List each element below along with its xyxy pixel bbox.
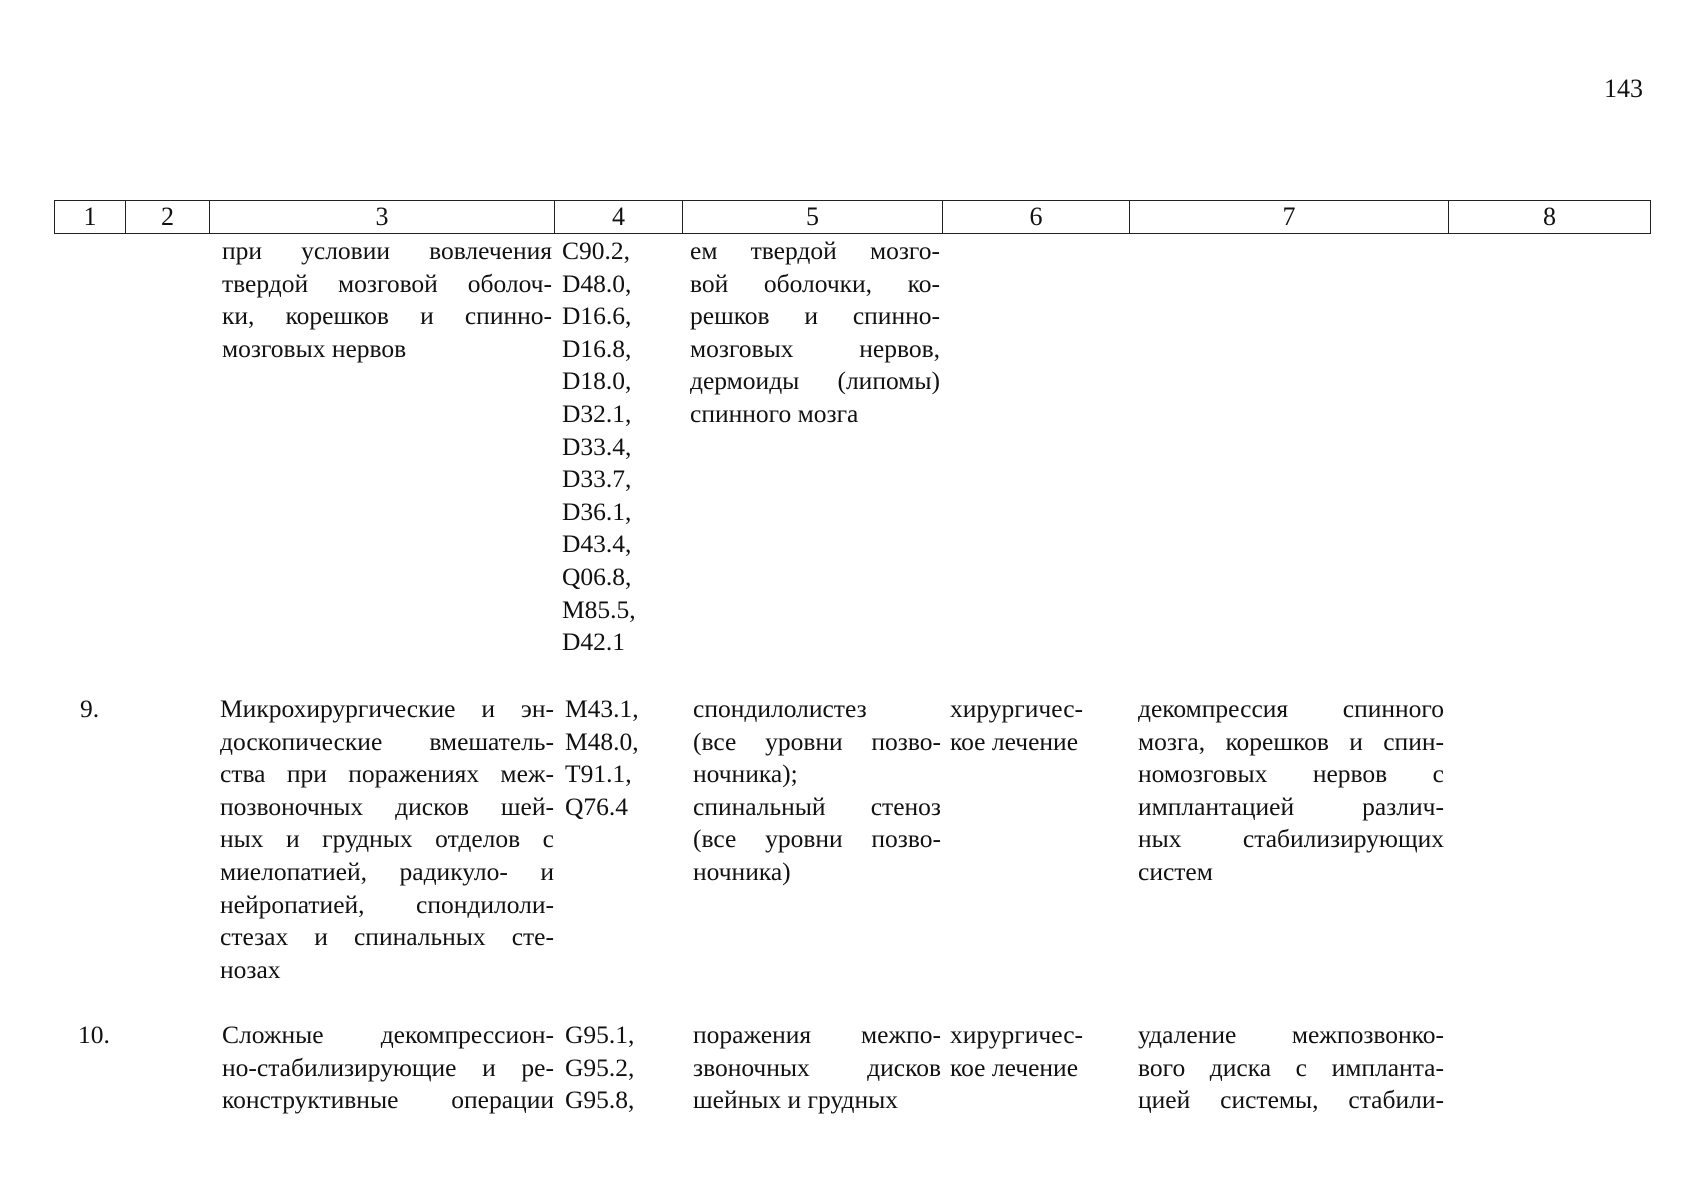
column-header-3: 3	[210, 201, 555, 234]
text-line: звоночных дисков	[693, 1052, 941, 1082]
text-line: ночника)	[693, 856, 791, 886]
icd-code: D33.7,	[562, 464, 632, 494]
text-line: хирургичес-	[950, 1020, 1084, 1049]
icd-code: D16.8,	[562, 333, 632, 363]
icd-code: D48.0,	[562, 268, 632, 298]
text-line: дермоиды (липомы)	[690, 366, 940, 396]
treatment-type-text	[950, 1019, 1110, 1084]
icd-codes	[565, 693, 675, 823]
text-line: цией системы, стабили-	[1138, 1085, 1444, 1115]
text-line: Сложные декомпрессион-	[222, 1020, 554, 1049]
text-line: ночника);	[693, 759, 798, 789]
column-header-5: 5	[683, 201, 943, 234]
text-line: твердой мозговой оболоч-	[222, 268, 552, 298]
text-line: нозах	[220, 954, 281, 984]
text-line: решков и спинно-	[690, 301, 940, 331]
icd-code: M43.1,	[565, 694, 639, 723]
patient-model-text	[693, 1019, 941, 1117]
text-line: спондилолистез	[693, 694, 867, 723]
icd-code: C90.2,	[562, 236, 631, 265]
patient-model-text	[693, 693, 941, 889]
text-line: систем	[1138, 856, 1213, 886]
patient-model-text	[690, 235, 940, 431]
text-line: (все уровни позво-	[693, 824, 941, 854]
text-line: нейропатией, спондилоли-	[220, 889, 554, 919]
icd-code: G95.2,	[565, 1052, 635, 1082]
icd-code: D36.1,	[562, 496, 632, 526]
text-line: вой оболочки, ко-	[690, 268, 940, 298]
text-line: шейных и грудных	[693, 1085, 899, 1115]
icd-code: M48.0,	[565, 726, 639, 756]
condition-group-text	[222, 235, 552, 365]
text-line: (все уровни позво-	[693, 726, 941, 756]
text-line: номозговых нервов с	[1138, 759, 1444, 789]
treatment-method-text	[1138, 693, 1444, 889]
icd-code: Q06.8,	[562, 561, 632, 591]
icd-code: D42.1	[562, 627, 626, 657]
text-line: стезах и спинальных сте-	[220, 922, 554, 952]
text-line: при условии вовлечения	[222, 236, 552, 265]
text-line: мозга, корешков и спин-	[1138, 726, 1444, 756]
row-number: 10.	[78, 1020, 110, 1049]
text-line: хирургичес-	[950, 694, 1084, 723]
column-header-2: 2	[126, 201, 210, 234]
condition-group-text	[222, 1019, 554, 1117]
icd-code: D43.4,	[562, 529, 632, 559]
treatment-method-text	[1138, 1019, 1444, 1117]
condition-group-text	[220, 693, 554, 986]
icd-codes	[562, 235, 672, 659]
icd-codes	[565, 1019, 675, 1117]
text-line: спинного мозга	[690, 398, 859, 428]
text-line: удаление межпозвонко-	[1138, 1020, 1444, 1049]
column-header-1: 1	[55, 201, 126, 234]
page-number: 143	[1604, 74, 1643, 103]
text-line: вого диска с импланта-	[1138, 1052, 1444, 1082]
text-line: ем твердой мозго-	[690, 236, 940, 265]
text-line: мозговых нервов,	[690, 333, 940, 363]
icd-code: M85.5,	[562, 594, 636, 624]
text-line: мозговых нервов	[222, 333, 407, 363]
text-line: конструктивные операции	[222, 1085, 554, 1115]
treatment-type-text	[950, 693, 1110, 758]
text-line: спинальный стеноз	[693, 791, 941, 821]
icd-code: D16.6,	[562, 301, 632, 331]
icd-code: D18.0,	[562, 366, 632, 396]
text-line: миелопатией, радикуло- и	[220, 856, 554, 886]
text-line: ных стабилизирующих	[1138, 824, 1444, 854]
icd-code: G95.8,	[565, 1085, 635, 1115]
text-line: поражения межпо-	[693, 1020, 941, 1049]
text-line: доскопические вмешатель-	[220, 726, 554, 756]
row-number: 9.	[80, 694, 100, 723]
column-header-row	[54, 200, 1651, 234]
text-line: кое лечение	[950, 726, 1079, 756]
text-line: ства при поражениях меж-	[220, 759, 554, 789]
column-header-6: 6	[943, 201, 1130, 234]
text-line: позвоночных дисков шей-	[220, 791, 554, 821]
text-line: декомпрессия спинного	[1138, 694, 1444, 723]
text-line: ки, корешков и спинно-	[222, 301, 552, 331]
column-header-7: 7	[1130, 201, 1449, 234]
text-line: но-стабилизирующие и ре-	[222, 1052, 554, 1082]
column-header-8: 8	[1449, 201, 1651, 234]
icd-code: D33.4,	[562, 431, 632, 461]
icd-code: D32.1,	[562, 398, 632, 428]
text-line: кое лечение	[950, 1052, 1079, 1082]
icd-code: G95.1,	[565, 1020, 635, 1049]
text-line: Микрохирургические и эн-	[220, 694, 554, 723]
column-header-4: 4	[555, 201, 683, 234]
text-line: имплантацией различ-	[1138, 791, 1444, 821]
icd-code: Q76.4	[565, 791, 629, 821]
text-line: ных и грудных отделов с	[220, 824, 554, 854]
icd-code: T91.1,	[565, 759, 632, 789]
